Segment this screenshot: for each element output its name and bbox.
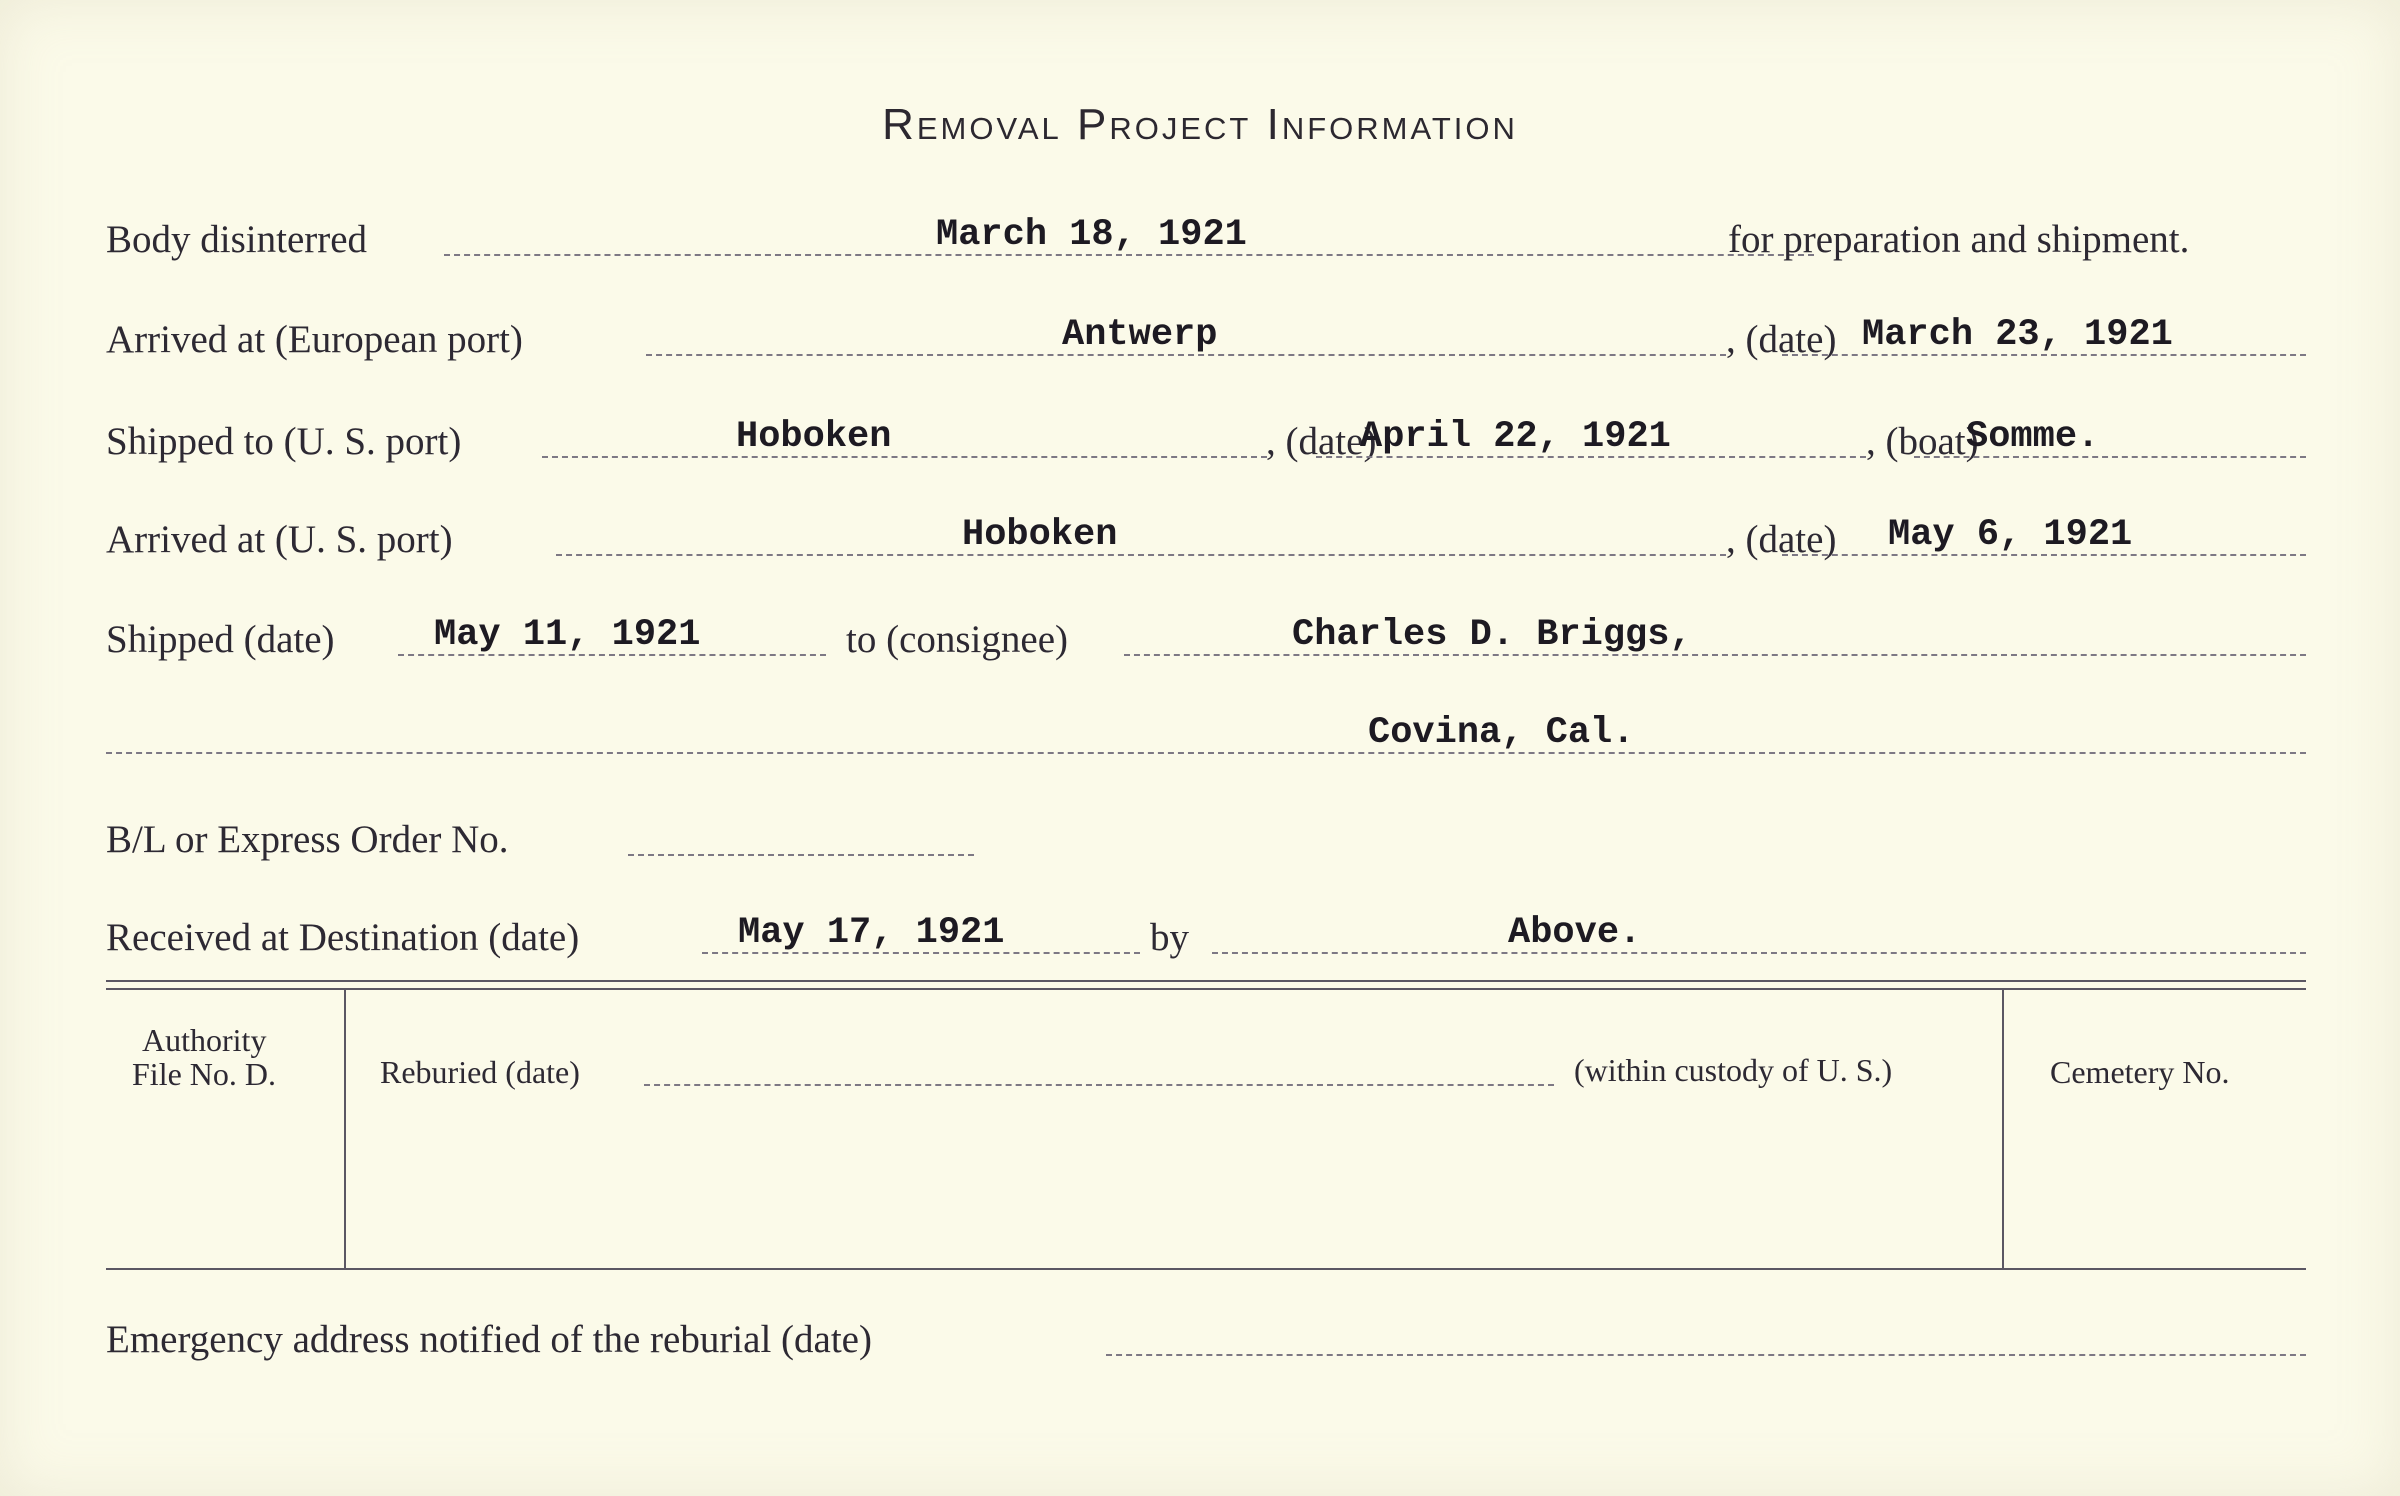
value-consignee: Charles D. Briggs, xyxy=(1292,614,1692,656)
label-file-no: File No. D. xyxy=(132,1056,276,1092)
table-bottom-rule xyxy=(106,1268,2306,1270)
value-consignee-address: Covina, Cal. xyxy=(1368,712,1635,754)
fill-line-arrived-us-port xyxy=(556,554,1726,556)
row-shipped-us xyxy=(106,412,2306,472)
fill-line-us-port xyxy=(542,456,1267,458)
value-boat: Somme. xyxy=(1966,416,2100,458)
fill-line-received-by xyxy=(1212,952,2306,954)
fill-line-bl xyxy=(628,854,974,856)
value-disinterred-date: March 18, 1921 xyxy=(936,214,1247,256)
label-within-custody: (within custody of U. S.) xyxy=(1574,1052,1893,1088)
label-european-date: , (date) xyxy=(1726,318,1837,361)
label-arrived-us-date: , (date) xyxy=(1726,518,1837,561)
label-arrived-us-port: Arrived at (U. S. port) xyxy=(106,518,453,561)
label-cemetery-no: Cemetery No. xyxy=(2050,1054,2230,1090)
label-reburied-date: Reburied (date) xyxy=(380,1054,580,1090)
label-to-consignee: to (consignee) xyxy=(846,618,1069,661)
row-bl xyxy=(106,810,2306,870)
fill-line-reburied-date xyxy=(644,1084,1554,1086)
row-shipped-consignee xyxy=(106,610,2306,670)
row-disinterred xyxy=(106,210,2306,270)
value-received-date: May 17, 1921 xyxy=(738,912,1005,954)
label-body-disinterred: Body disinterred xyxy=(106,218,368,261)
value-european-date: March 23, 1921 xyxy=(1862,314,2173,356)
label-boat: , (boat) xyxy=(1866,420,1979,463)
label-by: by xyxy=(1150,916,1189,959)
value-shipped-date: April 22, 1921 xyxy=(1360,416,1671,458)
value-arrived-us-port: Hoboken xyxy=(962,514,1118,556)
label-authority: Authority xyxy=(142,1022,267,1058)
label-arrived-european-port: Arrived at (European port) xyxy=(106,318,523,361)
fill-line-consignee-address xyxy=(106,752,2306,754)
label-shipped-to-us-port: Shipped to (U. S. port) xyxy=(106,420,462,463)
table-divider-left xyxy=(344,990,346,1268)
table-top-rule xyxy=(106,980,2306,982)
label-emergency-address: Emergency address notified of the reburial (date) xyxy=(106,1318,872,1361)
value-shipped-us-port: Hoboken xyxy=(736,416,892,458)
label-shipped-date-consignee: Shipped (date) xyxy=(106,618,335,661)
label-preparation-shipment: for preparation and shipment. xyxy=(1728,218,2190,261)
label-shipped-date: , (date) xyxy=(1266,420,1377,463)
value-european-port: Antwerp xyxy=(1062,314,1218,356)
fill-line-emergency xyxy=(1106,1354,2306,1356)
table-top-rule-2 xyxy=(106,988,2306,990)
value-shipped-date-2: May 11, 1921 xyxy=(434,614,701,656)
row-arrived-us xyxy=(106,510,2306,570)
row-received xyxy=(106,908,2306,968)
form-title: Removal Project Information xyxy=(882,100,1518,149)
value-received-by: Above. xyxy=(1508,912,1642,954)
value-arrived-us-date: May 6, 1921 xyxy=(1888,514,2133,556)
row-arrived-europe xyxy=(106,310,2306,370)
row-consignee-address xyxy=(106,708,2306,768)
row-emergency xyxy=(106,1310,2306,1370)
table-divider-right xyxy=(2002,990,2004,1268)
label-received-destination: Received at Destination (date) xyxy=(106,916,580,959)
label-bl-express-order: B/L or Express Order No. xyxy=(106,818,509,861)
